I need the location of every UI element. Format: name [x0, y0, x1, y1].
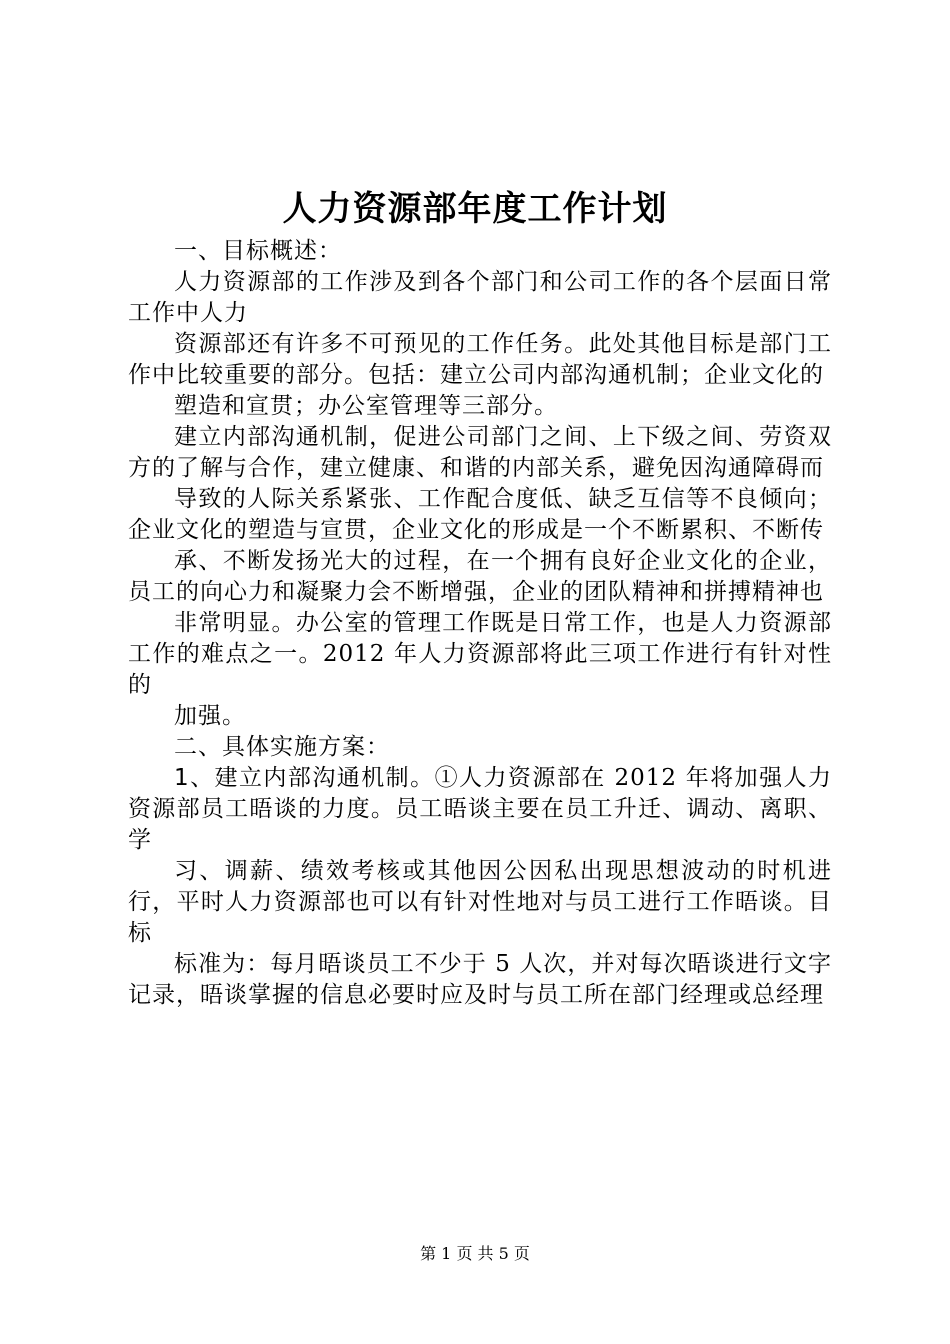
document-body: [128, 236, 832, 1011]
item-1-text: ①人力资源部在 2012 年将加强人力资源部员工晤谈的力度。员工晤谈主要在员工升迁、调动、离职、学: [128, 765, 833, 853]
section-heading-goals: 一、目标概述：: [174, 238, 342, 264]
paragraph-item-1: [128, 763, 832, 856]
paragraph: 导致的人际关系紧张、工作配合度低、缺乏互信等不良倾向；企业文化的塑造与宣贯，企业文化的形成是一个不断累积、不断传: [128, 486, 832, 543]
paragraph: 建立内部沟通机制，促进公司部门之间、上下级之间、劳资双方的了解与合作，建立健康、和谐的内部关系，避免因沟通障碍而: [128, 424, 832, 481]
paragraph: 标准为：每月晤谈员工不少于 5 人次，并对每次晤谈进行文字记录，晤谈掌握的信息必要时应及时与员工所在部门经理或总经理: [128, 951, 832, 1008]
paragraph: 习、调薪、绩效考核或其他因公因私出现思想波动的时机进行，平时人力资源部也可以有针对性地对与员工进行工作晤谈。目标: [128, 858, 832, 946]
paragraph: 资源部还有许多不可预见的工作任务。此处其他目标是部门工作中比较重要的部分。包括：建立公司内部沟通机制；企业文化的: [128, 331, 832, 388]
paragraph: 承、不断发扬光大的过程，在一个拥有良好企业文化的企业，员工的向心力和凝聚力会不断增强，企业的团队精神和拼搏精神也: [128, 548, 832, 605]
paragraph: 人力资源部的工作涉及到各个部门和公司工作的各个层面日常工作中人力: [128, 269, 832, 326]
paragraph: 塑造和宣贯；办公室管理等三部分。: [174, 393, 558, 419]
item-1-lead: 1、建立内部沟通机制。: [174, 765, 435, 791]
paragraph: 加强。: [174, 703, 246, 729]
page-footer: 第 1 页 共 5 页: [420, 1244, 530, 1263]
section-heading-implementation: 二、具体实施方案：: [174, 734, 390, 760]
document-title: 人力资源部年度工作计划: [282, 189, 668, 229]
paragraph: 非常明显。办公室的管理工作既是日常工作，也是人力资源部工作的难点之一。2012 年人力资源部将此三项工作进行有针对性的: [128, 610, 832, 698]
